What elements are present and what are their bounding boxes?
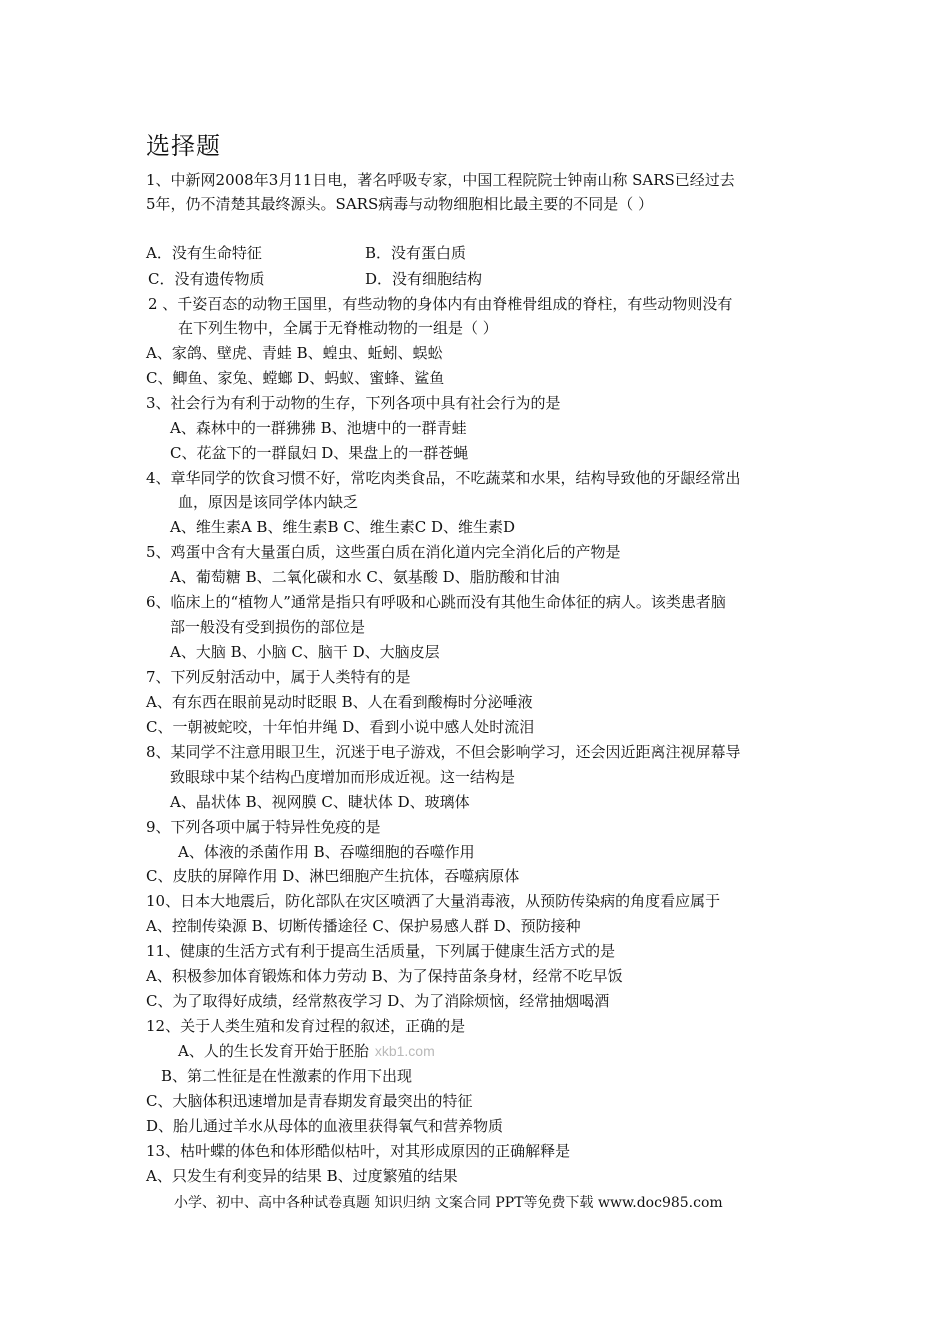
question-7-options-line-2: C、一朝被蛇咬，十年怕井绳 D、看到小说中感人处时流泪 [146,718,535,736]
question-9-options-line-1: A、体液的杀菌作用 B、吞噬细胞的吞噬作用 [178,843,475,861]
section-heading: 选择题 [146,132,221,160]
question-2-options-line-1: A、家鸽、壁虎、青蛙 B、蝗虫、蚯蚓、蜈蚣 [146,344,443,362]
question-1-text-line-2: 5年，仍不清楚其最终源头。SARS病毒与动物细胞相比最主要的不同是（ ） [146,195,653,213]
question-6-options: A、大脑 B、小脑 C、脑干 D、大脑皮层 [170,643,440,661]
question-8-text-line-1: 8、某同学不注意用眼卫生，沉迷于电子游戏，不但会影响学习，还会因近距离注视屏幕导 [146,743,741,761]
question-11-options-line-2: C、为了取得好成绩，经常熬夜学习 D、为了消除烦恼，经常抽烟喝酒 [146,992,610,1010]
question-13-options: A、只发生有利变异的结果 B、过度繁殖的结果 [146,1167,458,1185]
question-9-options-line-2: C、皮肤的屏障作用 D、淋巴细胞产生抗体，吞噬病原体 [146,867,520,885]
watermark-text: xkb1.com [374,1043,435,1059]
question-12-option-d: D、胎儿通过羊水从母体的血液里获得氧气和营养物质 [146,1117,504,1135]
question-10-options: A、控制传染源 B、切断传播途径 C、保护易感人群 D、预防接种 [146,917,581,935]
question-3-text: 3、社会行为有利于动物的生存，下列各项中具有社会行为的是 [146,394,561,412]
question-8-text-line-2: 致眼球中某个结构凸度增加而形成近视。这一结构是 [170,768,516,786]
question-2-text-line-1: 2 、千姿百态的动物王国里，有些动物的身体内有由脊椎骨组成的脊柱，有些动物则没有 [148,295,733,313]
page-footer: 小学、初中、高中各种试卷真题 知识归纳 文案合同 PPT等免费下载 www.doc985.com [174,1195,723,1211]
question-10-text: 10、日本大地震后，防化部队在灾区喷洒了大量消毒液，从预防传染病的角度看应属于 [146,892,721,910]
question-3-options-line-1: A、森林中的一群狒狒 B、池塘中的一群青蛙 [170,419,467,437]
question-1-text-line-1: 1、中新网2008年3月11日电，著名呼吸专家，中国工程院院士钟南山称 SARS已经过去 [146,171,735,189]
question-2-text-line-2: 在下列生物中，全属于无脊椎动物的一组是（ ） [178,319,498,337]
question-2-options-line-2: C、鲫鱼、家兔、螳螂 D、蚂蚁、蜜蜂、鲨鱼 [146,369,445,387]
question-12-option-b: B、第二性征是在性激素的作用下出现 [161,1067,413,1085]
question-12-option-c: C、大脑体积迅速增加是青春期发育最突出的特征 [146,1092,473,1110]
question-6-text-line-2: 部一般没有受到损伤的部位是 [170,618,366,636]
question-1-option-b: B．没有蛋白质 [365,244,467,262]
question-12-option-a-line [178,1041,435,1061]
question-1-option-c: C．没有遗传物质 [148,270,265,288]
question-4-text-line-1: 4、章华同学的饮食习惯不好，常吃肉类食品，不吃蔬菜和水果，结构导致他的牙龈经常出 [146,469,741,487]
question-13-text: 13、枯叶蝶的体色和体形酷似枯叶，对其形成原因的正确解释是 [146,1142,571,1160]
question-8-options: A、晶状体 B、视网膜 C、睫状体 D、玻璃体 [170,793,470,811]
question-12-text: 12、关于人类生殖和发育过程的叙述，正确的是 [146,1017,466,1035]
question-4-options: A、维生素A B、维生素B C、维生素C D、维生素D [170,518,516,536]
question-4-text-line-2: 血，原因是该同学体内缺乏 [178,493,359,511]
question-11-options-line-1: A、积极参加体育锻炼和体力劳动 B、为了保持苗条身材，经常不吃早饭 [146,967,623,985]
question-12-option-a: A、人的生长发育开始于胚胎 [178,1042,369,1060]
question-5-options: A、葡萄糖 B、二氧化碳和水 C、氨基酸 D、脂肪酸和甘油 [170,568,560,586]
question-1-option-d: D．没有细胞结构 [365,270,483,288]
question-3-options-line-2: C、花盆下的一群鼠妇 D、果盘上的一群苍蝇 [170,444,469,462]
question-7-text: 7、下列反射活动中，属于人类特有的是 [146,668,411,686]
question-7-options-line-1: A、有东西在眼前晃动时眨眼 B、人在看到酸梅时分泌唾液 [146,693,533,711]
question-1-option-a: A．没有生命特征 [146,244,262,262]
question-6-text-line-1: 6、临床上的“植物人”通常是指只有呼吸和心跳而没有其他生命体征的病人。该类患者脑 [146,593,726,611]
question-5-text: 5、鸡蛋中含有大量蛋白质，这些蛋白质在消化道内完全消化后的产物是 [146,543,621,561]
question-9-text: 9、下列各项中属于特异性免疫的是 [146,818,381,836]
question-11-text: 11、健康的生活方式有利于提高生活质量，下列属于健康生活方式的是 [146,942,616,960]
